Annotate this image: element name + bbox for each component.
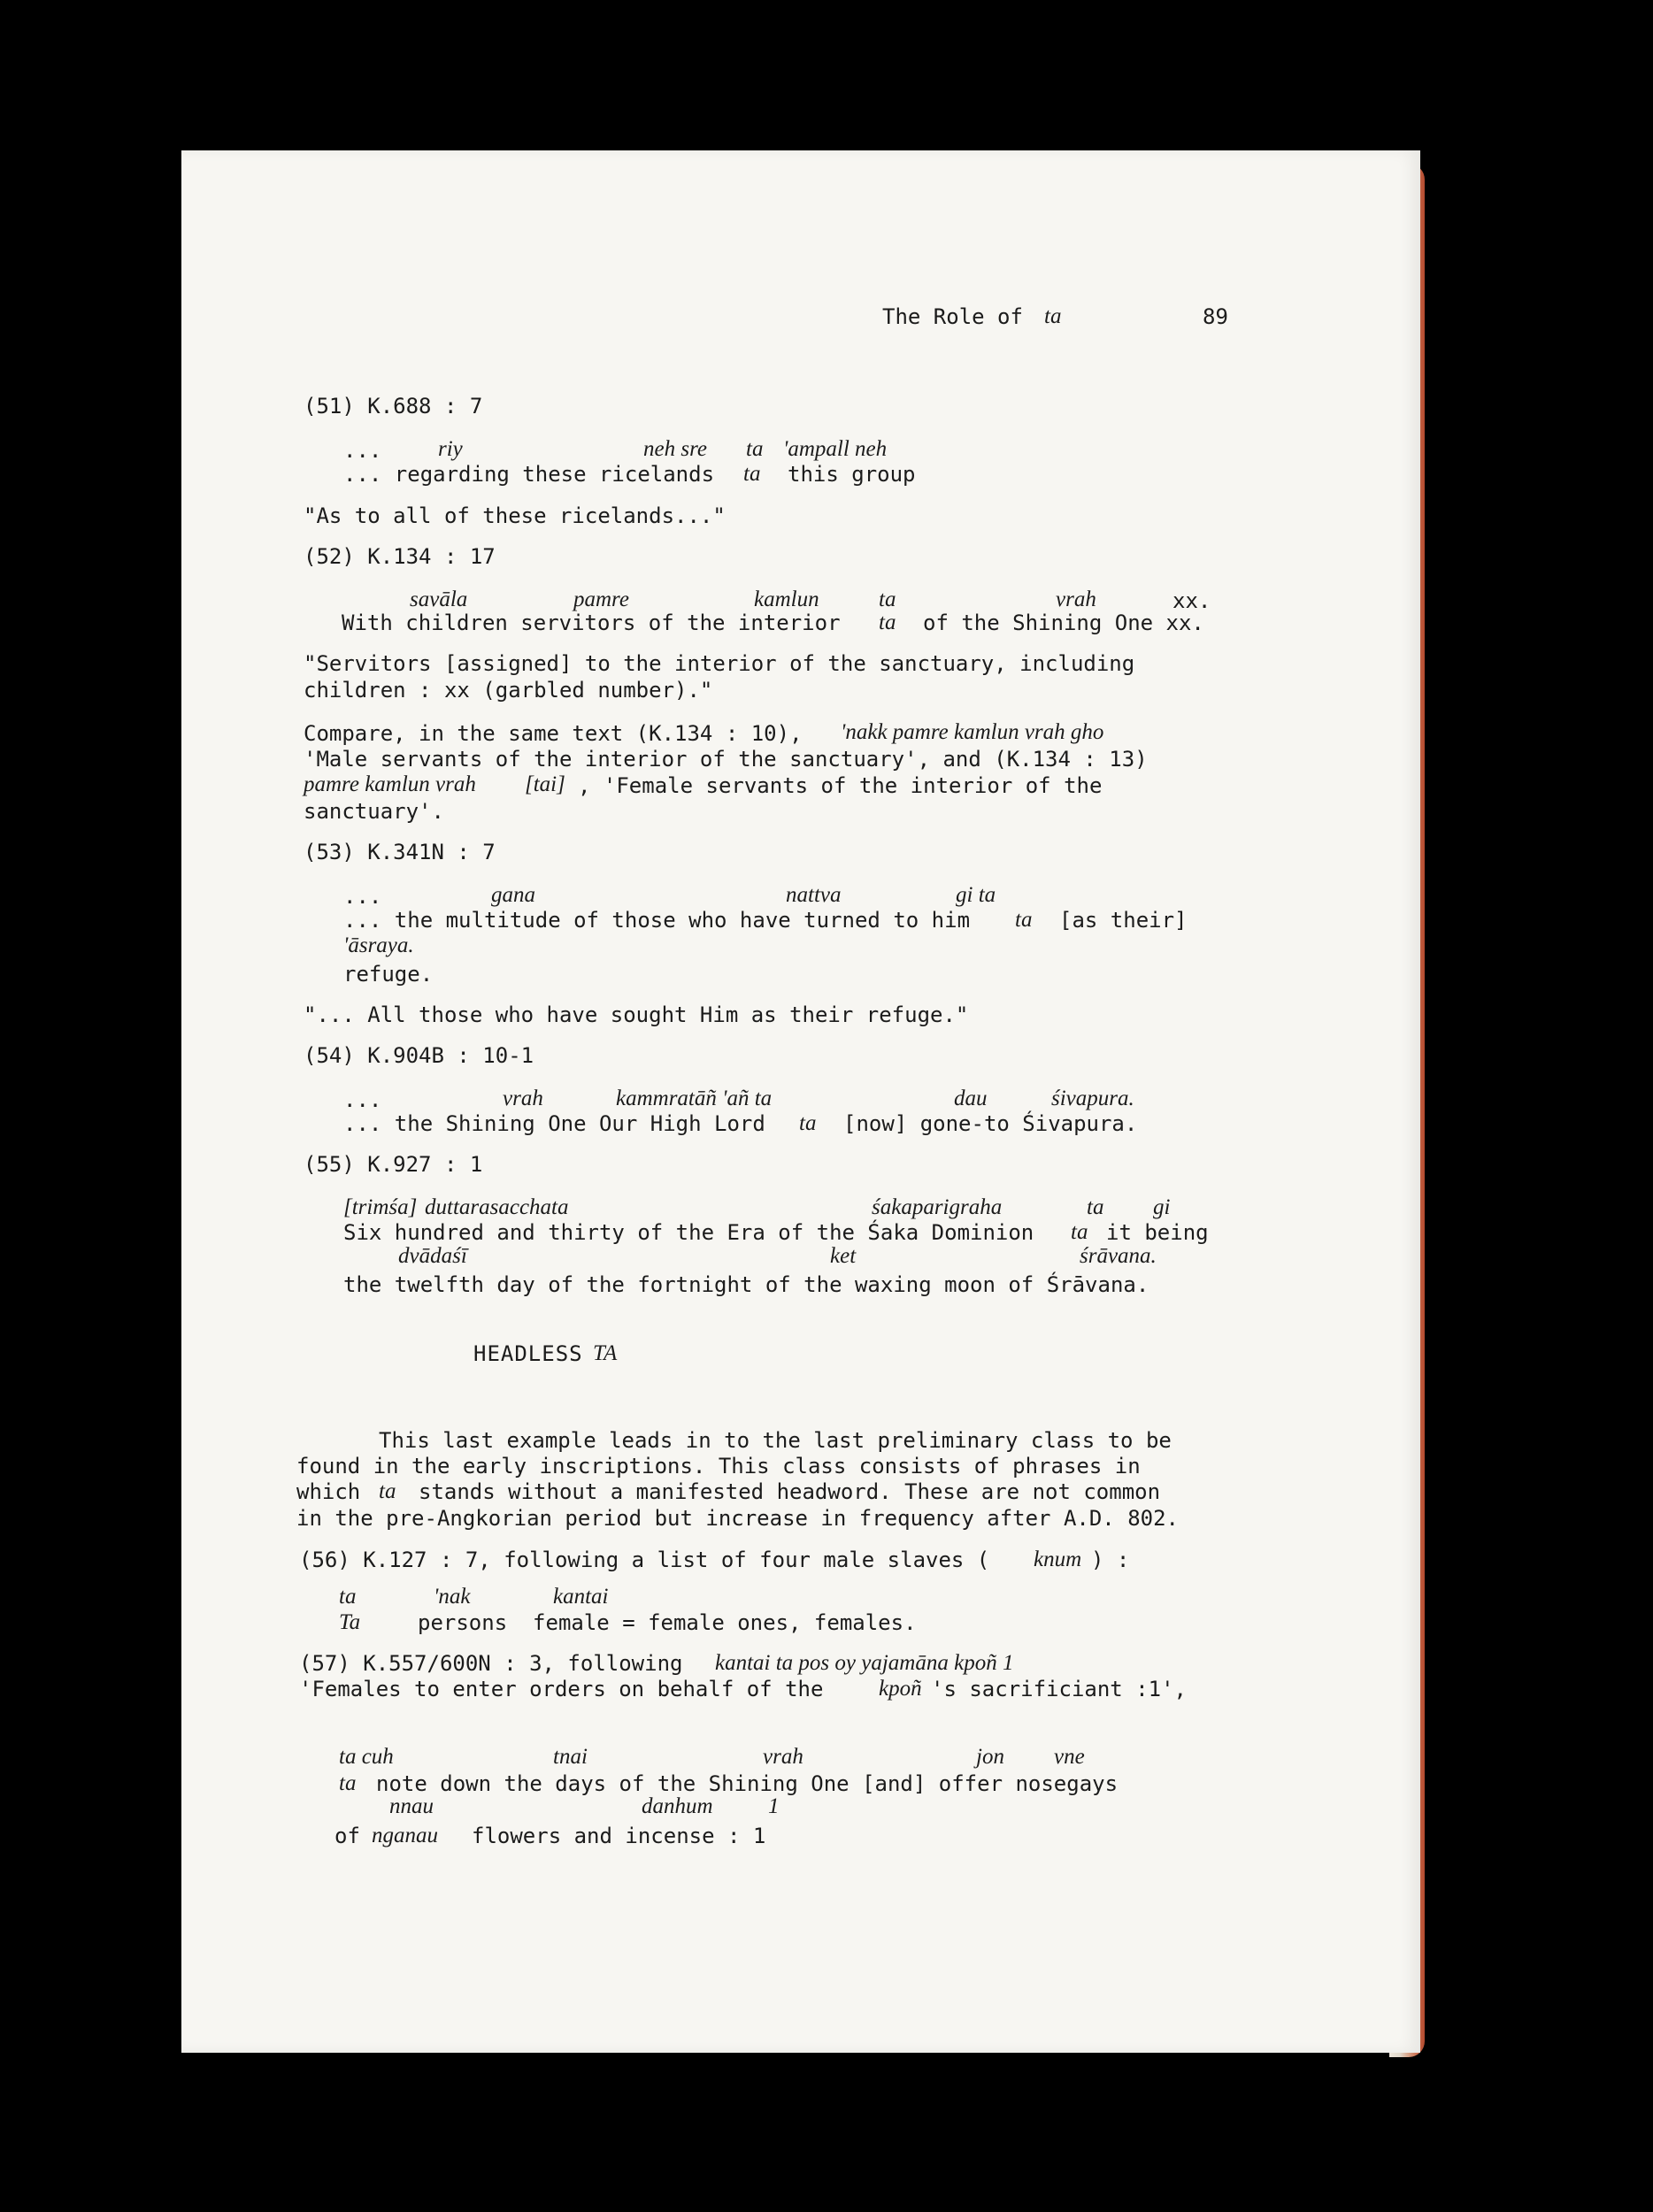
example-56-label: (56) K.127 : 7, following a list of four male slaves ( [299,1548,990,1572]
example-57-gloss-word: vrah [763,1745,803,1769]
example-52-gloss: of the Shining One xx. [923,611,1204,635]
example-57-translation: 'Females to enter orders on behalf of the [299,1677,824,1701]
example-53-gloss-word: ... [343,884,382,909]
example-55-gloss-word: duttarasacchata [425,1195,569,1219]
example-55-gloss-word: gi [1153,1195,1171,1219]
compare-line: , 'Female servants of the interior of the [578,773,1103,798]
paragraph-line: stands without a manifested headword. These are not common [419,1479,1161,1504]
example-57-gloss: flowers and incense : 1 [472,1824,766,1848]
example-55-label: (55) K.927 : 1 [304,1152,483,1177]
example-55-gloss-word: [trimśa] [343,1195,418,1219]
example-57-gloss-word: jon [976,1745,1004,1769]
example-55-gloss-word: dvādaśī [398,1244,467,1268]
example-57-translation-italic: kpoñ [879,1677,922,1701]
example-53-gloss: [as their] [1059,908,1188,933]
section-heading: HEADLESS [473,1341,583,1366]
example-55-gloss-word: ket [830,1244,857,1268]
example-54-gloss: [now] gone-to Śivapura. [843,1111,1138,1136]
compare-line-italic: [tai] [525,772,565,796]
example-53-gloss-word: gana [491,883,535,907]
example-55-gloss: the twelfth day of the fortnight of the waxing moon of Śrāvana. [343,1272,1149,1297]
example-57-label-italic: kantai ta pos oy yajamāna kpoñ 1 [715,1651,1014,1675]
paragraph-line: which [296,1479,361,1504]
paragraph-line: found in the early inscriptions. This class consists of phrases in [296,1454,1141,1479]
paragraph-line: in the pre-Angkorian period but increase in frequency after A.D. 802. [296,1506,1179,1531]
example-57-gloss: note down the days of the Shining One [and] offer nosegays [376,1771,1119,1796]
example-56-gloss-word: ta [339,1585,357,1609]
example-56-gloss-word: kantai [553,1585,609,1609]
paragraph-line: This last example leads in to the last preliminary class to be [379,1428,1172,1453]
example-51-gloss-word: ... [343,438,382,463]
example-54-gloss-ta: ta [799,1111,817,1135]
example-51-gloss-word: ta [746,437,764,461]
example-56-gloss-ta: Ta [339,1610,361,1634]
example-53-label: (53) K.341N : 7 [304,840,496,864]
example-53-gloss: ... the multitude of those who have turned to him [343,908,971,933]
compare-line: Compare, in the same text (K.134 : 10), [304,721,803,746]
example-54-gloss-word: ... [343,1087,382,1112]
example-55-gloss-word: ta [1087,1195,1104,1219]
running-title-ta: ta [1044,304,1062,328]
example-51-gloss: ... regarding these ricelands [343,462,715,487]
example-54-gloss-word: vrah [503,1087,543,1110]
example-57-label: (57) K.557/600N : 3, following [299,1651,683,1676]
example-57-translation: 's sacrificiant :1', [931,1677,1187,1701]
example-51-gloss-word: 'ampall neh [783,437,888,461]
example-57-gloss-word: danhum [642,1794,713,1818]
example-57-gloss-word: ta cuh [339,1745,394,1769]
compare-line-italic: pamre kamlun vrah [304,772,476,796]
example-56-label-italic: knum [1034,1548,1082,1571]
example-56-gloss: persons female = female ones, females. [418,1610,917,1635]
example-56-label: ) : [1091,1548,1130,1572]
example-57-gloss-word: 1 [768,1794,780,1818]
example-52-gloss-word: pamre [573,588,629,611]
example-55-gloss-word: śakaparigraha [872,1195,1003,1219]
running-title: The Role of [882,304,1023,329]
example-54-gloss-word: śivapura. [1051,1087,1134,1110]
example-51-gloss-word: riy [438,437,463,461]
compare-line: sanctuary'. [304,799,444,824]
example-52-gloss-word: savāla [410,588,468,611]
example-52-translation: children : xx (garbled number)." [304,678,713,703]
example-55-gloss: Six hundred and thirty of the Era of the Śaka Dominion [343,1220,1034,1245]
example-52-gloss-word: xx. [1172,588,1211,613]
example-56-gloss-word: 'nak [434,1585,471,1609]
example-52-label: (52) K.134 : 17 [304,544,496,569]
example-53-gloss-word: 'āsraya. [343,933,414,957]
example-51-gloss-ta: ta [743,462,761,486]
example-57-gloss-word: vne [1054,1745,1085,1769]
example-54-gloss-word: dau [954,1087,988,1110]
example-55-gloss: it being [1106,1220,1209,1245]
example-57-gloss-italic: nganau [372,1824,438,1847]
compare-line: 'Male servants of the interior of the sanctuary', and (K.134 : 13) [304,747,1148,772]
example-52-gloss-ta: ta [879,611,896,634]
compare-line-italic: 'nakk pamre kamlun vrah gho [841,720,1104,744]
example-51-translation: "As to all of these ricelands..." [304,503,726,528]
example-57-gloss: of [334,1824,360,1848]
example-52-gloss: With children servitors of the interior [342,611,841,635]
example-52-gloss-word: vrah [1056,588,1096,611]
example-57-gloss-word: nnau [389,1794,434,1818]
example-53-gloss-word: gi ta [956,883,996,907]
example-51-gloss: this group [788,462,916,487]
page-number: 89 [1203,304,1228,329]
example-51-gloss-word: neh sre [643,437,707,461]
example-55-gloss-ta: ta [1071,1220,1088,1244]
example-54-gloss-word: kammratāñ 'añ ta [616,1087,773,1110]
example-57-gloss-word: tnai [553,1745,588,1769]
example-54-label: (54) K.904B : 10-1 [304,1043,534,1068]
book-page [181,150,1420,2053]
example-53-gloss-ta: ta [1015,908,1033,932]
example-53-gloss: refuge. [343,962,434,987]
example-53-translation: "... All those who have sought Him as their refuge." [304,1002,969,1027]
example-52-translation: "Servitors [assigned] to the interior of the sanctuary, including [304,651,1135,676]
example-53-gloss-word: nattva [786,883,842,907]
example-52-gloss-word: kamlun [754,588,819,611]
example-51-label: (51) K.688 : 7 [304,394,483,419]
section-heading-ta: TA [593,1341,618,1365]
paragraph-ta: ta [379,1479,396,1503]
example-54-gloss: ... the Shining One Our High Lord [343,1111,765,1136]
example-52-gloss-word: ta [879,588,896,611]
example-57-gloss-ta: ta [339,1771,357,1795]
example-55-gloss-word: śrāvana. [1080,1244,1157,1268]
